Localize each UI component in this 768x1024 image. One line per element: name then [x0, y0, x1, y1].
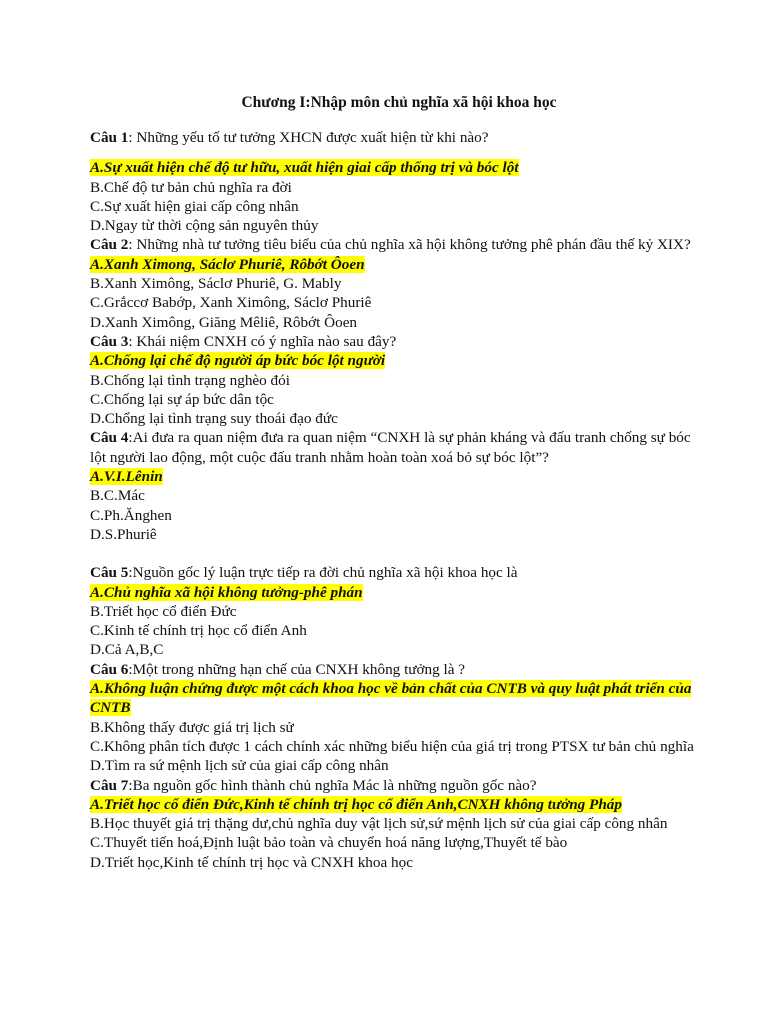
answer-option: D.Triết học,Kinh tế chính trị học và CNXH khoa học	[90, 853, 413, 871]
correct-answer	[90, 255, 708, 274]
highlighted-answer-text: A.Chống lại chế độ người áp bức bóc lột người	[90, 352, 386, 370]
answer-option: B.Học thuyết giá trị thặng dư,chủ nghĩa duy vật lịch sử,sứ mệnh lịch sử của giai cấp công nhân	[90, 815, 668, 833]
answer-option: D.Xanh Ximông, Giăng Mêliê, Rôbớt Ôoen	[90, 313, 358, 331]
question-label: Câu 3	[90, 332, 129, 350]
question-block	[90, 128, 708, 235]
answer-option: C.Ph.Ănghen	[90, 506, 172, 524]
answer-option: C.Sự xuất hiện giai cấp công nhân	[90, 197, 299, 215]
answer-option: C.Chống lại sự áp bức dân tộc	[90, 390, 274, 408]
correct-answer	[90, 795, 708, 814]
question-list	[90, 128, 708, 872]
answer-option: B.Không thấy được giá trị lịch sử	[90, 718, 294, 736]
highlighted-answer-text: A.Không luận chứng được một cách khoa học về bản chất của CNTB và quy luật phát triển của CNTB	[90, 680, 692, 717]
paragraph-gap	[90, 147, 708, 158]
question-block	[90, 563, 708, 659]
question-label: Câu 2	[90, 236, 129, 254]
question-label: Câu 5	[90, 564, 129, 582]
question-text	[90, 563, 708, 582]
answer-option: B.Chế độ tư bản chủ nghĩa ra đời	[90, 178, 292, 196]
question-block	[90, 332, 708, 428]
question-text	[90, 332, 708, 351]
question-body: :Ai đưa ra quan niệm đưa ra quan niệm “CNXH là sự phản kháng và đấu tranh chống sự bóc lột người lao động, một cuộc đấu tranh nhằm hoàn toàn xoá bỏ sự bóc lột”?	[90, 429, 691, 466]
answer-option: D.S.Phuriê	[90, 525, 157, 543]
question-text	[90, 428, 708, 467]
question-body: :Ba nguồn gốc hình thành chủ nghĩa Mác là những nguồn gốc nào?	[128, 776, 537, 794]
question-body: :Nguồn gốc lý luận trực tiếp ra đời chủ nghĩa xã hội khoa học là	[128, 564, 518, 582]
correct-answer	[90, 679, 708, 718]
question-label: Câu 4	[90, 429, 129, 447]
correct-answer	[90, 158, 708, 177]
answer-option: B.C.Mác	[90, 487, 145, 505]
highlighted-answer-text: A.Chủ nghĩa xã hội không tưởng-phê phán	[90, 583, 363, 601]
question-block	[90, 660, 708, 776]
answer-option: D.Tìm ra sứ mệnh lịch sử của giai cấp công nhân	[90, 757, 389, 775]
question-label: Câu 7	[90, 776, 129, 794]
question-body: : Những nhà tư tưởng tiêu biểu của chủ nghĩa xã hội không tưởng phê phán đầu thế kỷ XIX?	[128, 236, 691, 254]
question-block	[90, 428, 708, 544]
answer-option: B.Triết học cổ điển Đức	[90, 602, 237, 620]
paragraph-gap	[90, 544, 708, 563]
question-text	[90, 660, 708, 679]
question-text	[90, 776, 708, 795]
answer-option: C.Grắccơ Babớp, Xanh Ximông, Sáclơ Phuriê	[90, 294, 372, 312]
correct-answer	[90, 467, 708, 486]
answer-option: C.Thuyết tiến hoá,Định luật bảo toàn và chuyển hoá năng lượng,Thuyết tế bào	[90, 834, 568, 852]
answer-option: D.Ngay từ thời cộng sản nguyên thủy	[90, 217, 319, 235]
highlighted-answer-text: A.V.I.Lênin	[90, 468, 163, 486]
highlighted-answer-text: A.Triết học cổ điển Đức,Kinh tế chính trị học cổ điển Anh,CNXH không tưởng Pháp	[90, 795, 622, 813]
question-block	[90, 235, 708, 331]
highlighted-answer-text: A.Sự xuất hiện chế độ tư hữu, xuất hiện giai cấp thống trị và bóc lột	[90, 159, 519, 177]
question-body: : Những yếu tố tư tưởng XHCN được xuất hiện từ khi nào?	[128, 129, 489, 146]
correct-answer	[90, 583, 708, 602]
answer-option: D.Chống lại tình trạng suy thoái đạo đức	[90, 410, 338, 428]
question-body: : Khái niệm CNXH có ý nghĩa nào sau đây?	[128, 332, 397, 350]
question-body: :Một trong những hạn chế của CNXH không tưởng là ?	[128, 660, 466, 678]
highlighted-answer-text: A.Xanh Ximong, Sáclơ Phuriê, Rôbớt Ôoen	[90, 255, 365, 273]
question-block	[90, 776, 708, 872]
question-label: Câu 6	[90, 660, 129, 678]
question-text	[90, 128, 708, 147]
answer-option: B.Chống lại tình trạng nghèo đói	[90, 371, 290, 389]
correct-answer	[90, 351, 708, 370]
question-text	[90, 235, 708, 254]
answer-option: C.Kinh tế chính trị học cổ điển Anh	[90, 622, 307, 640]
answer-option: B.Xanh Ximông, Sáclơ Phuriê, G. Mably	[90, 275, 342, 293]
answer-option: C.Không phân tích được 1 cách chính xác những biểu hiện của giá trị trong PTSX tư bản chủ nghĩa	[90, 737, 694, 755]
question-label: Câu 1	[90, 129, 129, 146]
chapter-title: Chương I:Nhập môn chủ nghĩa xã hội khoa học	[241, 94, 557, 111]
answer-option: D.Cả A,B,C	[90, 641, 164, 659]
